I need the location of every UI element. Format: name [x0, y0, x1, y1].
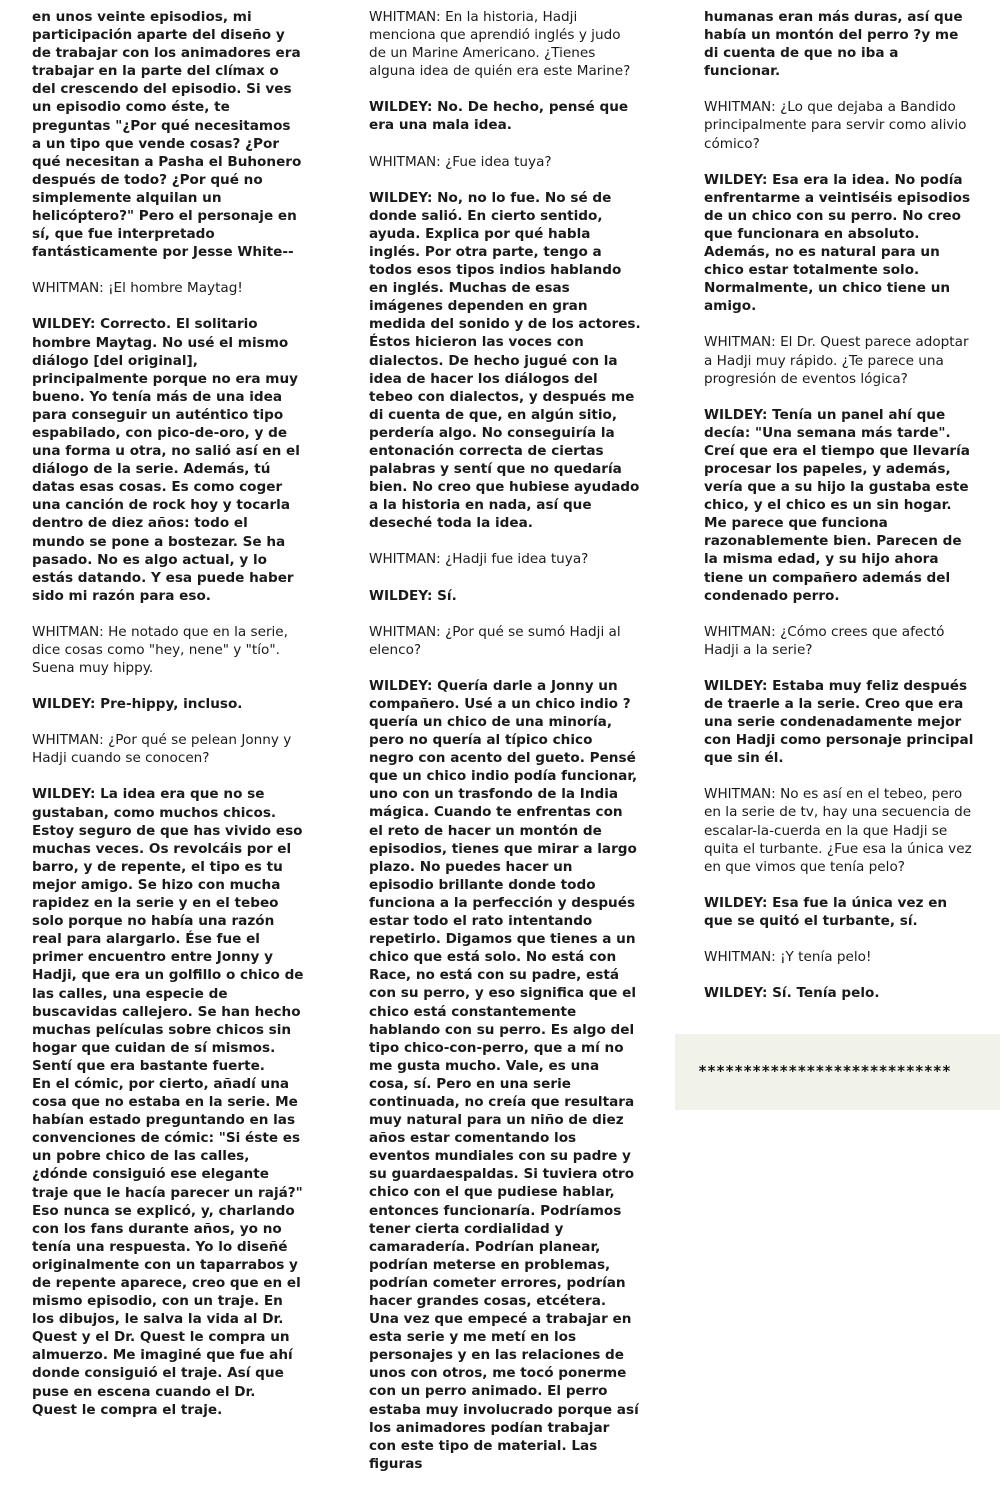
answer-paragraph: WILDEY: No. De hecho, pensé que era una mala idea.: [369, 99, 629, 134]
question-paragraph: WHITMAN: ¿Lo que dejaba a Bandido principalmente para servir como alivio cómico?: [704, 99, 967, 152]
answer-paragraph: WILDEY: Tenía un panel ahí que decía: "Una semana más tarde". Creí que era el tiempo que llevaría procesar los papeles, y además, vería que a su hijo la gustaba este chico, y el chico es un sin hogar. Me parece que funciona razonablemente bien. Parecen de la misma edad, y su hijo ahora tiene un compañero además del condenado perro.: [704, 406, 970, 604]
question-paragraph: WHITMAN: ¡El hombre Maytag!: [32, 280, 243, 297]
question-paragraph: WHITMAN: ¿Fue idea tuya?: [369, 153, 552, 170]
separator-box: [675, 1034, 1000, 1110]
question-paragraph: WHITMAN: ¿Por qué se pelean Jonny y Hadji cuando se conocen?: [32, 732, 292, 767]
answer-paragraph: WILDEY: Estaba muy feliz después de traerle a la serie. Creo que era una serie condenadamente mejor con Hadji como personaje principal que sin él.: [704, 677, 974, 767]
answer-paragraph: WILDEY: Correcto. El solitario hombre Maytag. No usé el mismo diálogo [del original], principalmente porque no era muy bueno. Yo tenía más de una idea para conseguir un auténtico tipo espabilado, con pico-de-oro, y de una forma u otra, no salió así en el diálogo de la serie. Además, tú datas esas cosas. Es como coger una canción de rock hoy y tocarla dentro de diez años: todo el mundo se pone a bostezar. Se ha pasado. No es algo actual, y lo estás datando. Y esa puede haber sido mi razón para eso.: [32, 316, 300, 604]
answer-paragraph: WILDEY: No, no lo fue. No sé de donde salió. En cierto sentido, ayuda. Explica por qué habla inglés. Por otra parte, tengo a todos esos tipos indios hablando en inglés. Muchas de esas imágenes dependen en gran medida del sonido y de los actores. Éstos hicieron las voces con dialectos. De hecho jugué con la idea de hacer los diálogos del tebeo con dialectos, y después me di cuenta de que, en algún sitio, perdería algo. No conseguiría la entonación correcta de ciertas palabras y sentí que no quedaría bien. No creo que hubiese ayudado a la historia en nada, así que deseché toda la idea.: [369, 189, 641, 532]
question-paragraph: WHITMAN: ¡Y tenía pelo!: [704, 949, 872, 966]
answer-paragraph: WILDEY: Pre-hippy, incluso.: [32, 696, 243, 713]
answer-paragraph: WILDEY: Quería darle a Jonny un compañero. Usé a un chico indio ?quería un chico de una minoría, pero no quería al típico chico negro con acento del gueto. Pensé que un chico indio podía funcionar, uno con un trasfondo de la India mágica. Cuando te enfrentas con el reto de hacer un montón de episodios, tienes que mirar a largo plazo. No puedes hacer un episodio brillante donde todo funciona a la perfección y después estar todo el rato intentando repetirlo. Digamos que tienes a un chico que está solo. No está con Race, no está con su padre, está con su perro, y eso significa que el chico está constantemente hablando con su perro. Es algo del tipo chico-con-perro, que a mí no me gusta mucho. Vale, es una cosa, sí. Pero en una serie continuada, no creía que resultara muy natural para un niño de diez años estar comentando los eventos mundiales con su padre y su guardaespaldas. Si tuviera otro chico con el que pudiese hablar, entonces funcionaría. Podríamos tener cierta cordialidad y camaradería. Podrían planear, podrían meterse en problemas, podrían cometer errores, podrían hacer grandes cosas, etcétera.: [369, 677, 638, 1309]
separator-stars: ****************************: [698, 1062, 951, 1080]
answer-paragraph: humanas eran más duras, así que había un montón del perro ?y me di cuenta de que no iba a funcionar.: [704, 9, 963, 80]
text-column-1: [32, 8, 304, 1437]
question-paragraph: WHITMAN: ¿Cómo crees que afectó Hadji a la serie?: [704, 623, 945, 658]
answer-paragraph: WILDEY: Esa era la idea. No podía enfrentarme a veintiséis episodios de un chico con su perro. No creo que funcionara en absoluto. Además, no es natural para un chico estar totalmente solo. Normalmente, un chico tiene un amigo.: [704, 171, 971, 315]
question-paragraph: WHITMAN: ¿Hadji fue idea tuya?: [369, 551, 589, 568]
question-paragraph: WHITMAN: ¿Por qué se sumó Hadji al elenco?: [369, 623, 621, 658]
question-paragraph: WHITMAN: El Dr. Quest parece adoptar a Hadji muy rápido. ¿Te parece una progresión de eventos lógica?: [704, 334, 969, 387]
text-column-2: [369, 8, 641, 1491]
text-column-3: [704, 8, 976, 1020]
answer-paragraph: WILDEY: La idea era que no se gustaban, como muchos chicos. Estoy seguro de que has vivido eso muchas veces. Os revolcáis por el barro, y de repente, el tipo es tu mejor amigo. Se hizo con mucha rapidez en la serie y en el tebeo solo porque no había una razón real para alargarlo. Ése fue el primer encuentro entre Jonny y Hadji, que era un golfillo o chico de las calles, una especie de buscavidas callejero. Se han hecho muchas películas sobre chicos sin hogar que cuidan de sí mismos. Sentí que era bastante fuerte.: [32, 786, 304, 1074]
question-paragraph: WHITMAN: No es así en el tebeo, pero en la serie de tv, hay una secuencia de escalar-la-cuerda en la que Hadji se quita el turbante. ¿Fue esa la única vez en que vimos que tenía pelo?: [704, 786, 972, 875]
question-paragraph: WHITMAN: En la historia, Hadji menciona que aprendió inglés y judo de un Marine Americano. ¿Tienes alguna idea de quién era este Marine?: [369, 9, 631, 80]
answer-paragraph: WILDEY: Esa fue la única vez en que se quitó el turbante, sí.: [704, 894, 948, 929]
question-paragraph: WHITMAN: He notado que en la serie, dice cosas como "hey, nene" y "tío". Suena muy hippy.: [32, 623, 288, 677]
answer-paragraph: En el cómic, por cierto, añadí una cosa que no estaba en la serie. Me habían estado preguntando en las convenciones de cómic: "Si éste es un pobre chico de las calles, ¿dónde consiguió ese elegante traje que le hacía parecer un rajá?" Eso nunca se explicó, y, charlando con los fans durante años, yo no tenía una respuesta. Yo lo diseñé originalmente con un taparrabos y de repente aparece, creo que en el mismo episodio, con un traje. En los dibujos, le salva la vida al Dr. Quest y el Dr. Quest le compra un almuerzo. Me imaginé que fue ahí donde consiguió el traje. Así que puse en escena cuando el Dr. Quest le compra el traje.: [32, 1075, 303, 1418]
answer-paragraph: en unos veinte episodios, mi participación aparte del diseño y de trabajar con los animadores era trabajar en la parte del clímax o del crescendo del episodio. Si ves un episodio como éste, te preguntas "¿Por qué necesitamos a un tipo que vende cosas? ¿Por qué necesitan a Pasha el Buhonero después de todo? ¿Por qué no simplemente alquilan un helicóptero?" Pero el personaje en sí, que fue interpretado fantásticamente por Jesse White--: [32, 9, 302, 261]
answer-paragraph: Una vez que empecé a trabajar en esta serie y me metí en los personajes y en las relaciones de unos con otros, me tocó ponerme con un perro animado. El perro estaba muy involucrado porque así los animadores podían trabajar con este tipo de material. Las figuras: [369, 1311, 639, 1472]
answer-paragraph: WILDEY: Sí. Tenía pelo.: [704, 985, 880, 1002]
answer-paragraph: WILDEY: Sí.: [369, 587, 457, 604]
